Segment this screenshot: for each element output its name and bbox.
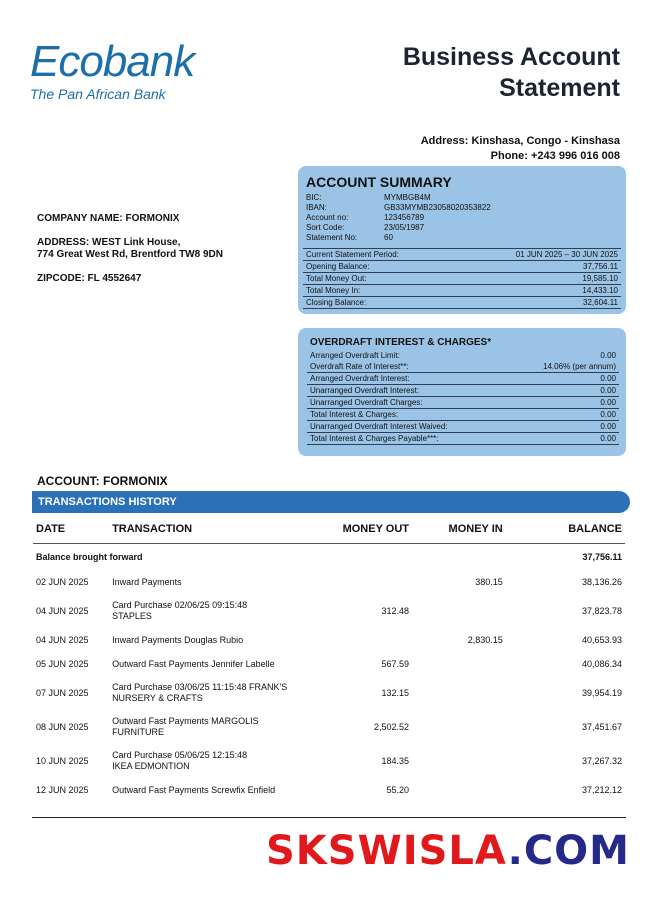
- txn-balance: 40,653.93: [581, 635, 622, 645]
- account-detail-row: [306, 223, 491, 233]
- transaction-row: [33, 676, 625, 710]
- txn-balance: 37,451.67: [581, 722, 622, 732]
- bank-logo: [30, 37, 195, 102]
- col-date: DATE: [33, 515, 109, 544]
- brought-forward-row: [33, 544, 625, 571]
- summary-row: [303, 285, 621, 297]
- txn-money-out: 132.15: [381, 688, 409, 698]
- transaction-row: [33, 570, 625, 594]
- bottom-divider: [32, 817, 626, 818]
- txn-date: 07 JUN 2025: [36, 688, 89, 698]
- summary-label: Total Money In:: [303, 285, 455, 297]
- watermark-part2: .COM: [507, 828, 630, 874]
- overdraft-value: 0.00: [600, 351, 616, 360]
- company-address-line1: ADDRESS: WEST Link House,: [37, 237, 181, 248]
- overdraft-row: [307, 397, 619, 409]
- account-detail-value: GB33MYMB23058020353822: [384, 203, 491, 212]
- overdraft-value: 0.00: [508, 397, 619, 409]
- overdraft-panel: [298, 328, 626, 456]
- txn-date: 02 JUN 2025: [36, 577, 89, 587]
- txn-description: Inward Payments: [112, 576, 182, 587]
- summary-row: [303, 261, 621, 273]
- account-detail-value: 123456789: [384, 213, 425, 222]
- company-address-line2: 774 Great West Rd, Brentford TW8 9DN: [37, 249, 223, 260]
- txn-money-in: 2,830.15: [467, 635, 503, 645]
- txn-date: 08 JUN 2025: [36, 722, 89, 732]
- summary-value: 37,756.11: [455, 261, 621, 273]
- txn-description: Inward Payments Douglas Rubio: [112, 634, 244, 645]
- overdraft-table: [307, 350, 619, 445]
- txn-date: 12 JUN 2025: [36, 785, 89, 795]
- txn-money-out: 2,502.52: [373, 722, 409, 732]
- txn-balance: 39,954.19: [581, 688, 622, 698]
- overdraft-heading: OVERDRAFT INTEREST & CHARGES*: [310, 337, 492, 348]
- account-detail-row: [306, 233, 491, 243]
- watermark: [266, 828, 630, 874]
- overdraft-label: Overdraft Rate of Interest**:: [307, 361, 508, 373]
- txn-description: Outward Fast Payments Screwfix Enfield: [112, 784, 276, 795]
- overdraft-row: [307, 421, 619, 433]
- txn-description: Outward Fast Payments MARGOLIS FURNITURE: [112, 716, 259, 737]
- overdraft-row: [307, 409, 619, 421]
- txn-description: Card Purchase 02/06/25 09:15:48 STAPLES: [112, 600, 248, 621]
- watermark-part1: SKSWISLA: [266, 828, 508, 874]
- account-detail-row: [306, 203, 491, 213]
- overdraft-label: Total Interest & Charges Payable***:: [307, 433, 508, 445]
- txn-money-out: [310, 628, 412, 652]
- account-detail-label: BIC:: [306, 193, 322, 202]
- txn-money-in: 380.15: [475, 577, 503, 587]
- account-detail-value: 60: [384, 233, 393, 242]
- overdraft-row: [307, 433, 619, 445]
- transactions-table: [33, 515, 625, 802]
- account-detail-value: MYMBGB4M: [384, 193, 431, 202]
- overdraft-value: 0.00: [508, 409, 619, 421]
- summary-value: 14,433.10: [455, 285, 621, 297]
- txn-money-out: [310, 570, 412, 594]
- summary-label: Current Statement Period:: [303, 249, 455, 261]
- account-detail-row: [306, 193, 491, 203]
- summary-row: [303, 273, 621, 285]
- transactions-bar-label: TRANSACTIONS HISTORY: [38, 496, 177, 508]
- overdraft-row: [307, 361, 619, 373]
- account-summary-table: [303, 248, 621, 309]
- col-transaction: TRANSACTION: [109, 515, 310, 544]
- transaction-row: [33, 628, 625, 652]
- overdraft-row: [307, 350, 619, 361]
- logo-brand: Ecobank: [30, 37, 195, 86]
- logo-tagline: The Pan African Bank: [30, 86, 166, 102]
- account-detail-label: Sort Code:: [306, 223, 345, 232]
- account-detail-row: [306, 213, 491, 223]
- txn-date: 04 JUN 2025: [36, 635, 89, 645]
- summary-row: [303, 297, 621, 309]
- company-name: COMPANY NAME: FORMONIX: [37, 213, 180, 224]
- document-title: Business Account Statement: [402, 43, 620, 102]
- transaction-row: [33, 744, 625, 778]
- brought-forward-out: [310, 544, 412, 571]
- txn-balance: 37,267.32: [581, 756, 622, 766]
- txn-money-in: [412, 710, 506, 744]
- transaction-row: [33, 652, 625, 676]
- overdraft-row: [307, 385, 619, 397]
- summary-label: Total Money Out:: [303, 273, 455, 285]
- company-zipcode: ZIPCODE: FL 4552647: [37, 273, 142, 284]
- account-summary-heading: ACCOUNT SUMMARY: [306, 174, 452, 190]
- txn-description: Outward Fast Payments Jennifer Labelle: [112, 658, 275, 669]
- txn-money-out: 184.35: [381, 756, 409, 766]
- txn-balance: 40,086.34: [581, 659, 622, 669]
- overdraft-label: Unarranged Overdraft Interest:: [307, 385, 508, 397]
- transaction-row: [33, 778, 625, 802]
- txn-money-in: [412, 676, 506, 710]
- txn-date: 04 JUN 2025: [36, 606, 89, 616]
- summary-label: Closing Balance:: [303, 297, 455, 309]
- txn-date: 05 JUN 2025: [36, 659, 89, 669]
- summary-value: 19,585.10: [455, 273, 621, 285]
- brought-forward-in: [412, 544, 506, 571]
- overdraft-value: 0.00: [508, 385, 619, 397]
- account-detail-label: Account no:: [306, 213, 349, 222]
- overdraft-value: 0.00: [508, 421, 619, 433]
- transaction-row: [33, 710, 625, 744]
- col-money-out: MONEY OUT: [310, 515, 412, 544]
- account-summary-panel: [298, 166, 626, 314]
- summary-value: 32,604.11: [455, 297, 621, 309]
- col-money-in: MONEY IN: [412, 515, 506, 544]
- summary-row: [303, 249, 621, 261]
- txn-description: Card Purchase 03/06/25 11:15:48 FRANK'S NURSERY & CRAFTS: [112, 682, 288, 703]
- overdraft-value: 0.00: [508, 373, 619, 385]
- txn-balance: 38,136.26: [581, 577, 622, 587]
- summary-value: 01 JUN 2025 – 30 JUN 2025: [455, 249, 621, 261]
- bank-phone: Phone: +243 996 016 008: [490, 150, 620, 162]
- txn-date: 10 JUN 2025: [36, 756, 89, 766]
- brought-forward-balance: 37,756.11: [582, 552, 622, 562]
- overdraft-label: Arranged Overdraft Interest:: [307, 373, 508, 385]
- txn-money-in: [412, 778, 506, 802]
- txn-balance: 37,823.78: [581, 606, 622, 616]
- account-detail-label: IBAN:: [306, 203, 327, 212]
- overdraft-label: Arranged Overdraft Limit:: [310, 351, 400, 360]
- account-label: ACCOUNT: FORMONIX: [37, 474, 168, 488]
- company-info: [37, 213, 223, 285]
- overdraft-label: Total Interest & Charges:: [307, 409, 508, 421]
- brought-forward-label: Balance brought forward: [36, 552, 143, 562]
- transactions-header-row: [33, 515, 625, 544]
- account-detail-label: Statement No:: [306, 233, 358, 242]
- txn-money-in: [412, 744, 506, 778]
- txn-money-out: 312.48: [381, 606, 409, 616]
- bank-address: Address: Kinshasa, Congo - Kinshasa: [420, 135, 620, 147]
- overdraft-row: [307, 373, 619, 385]
- overdraft-label: Unarranged Overdraft Charges:: [307, 397, 508, 409]
- col-balance: BALANCE: [506, 515, 625, 544]
- overdraft-value: 0.00: [508, 433, 619, 445]
- bank-contact: [421, 134, 620, 164]
- account-details: [306, 193, 491, 243]
- txn-money-in: [412, 594, 506, 628]
- txn-money-in: [412, 652, 506, 676]
- overdraft-label: Unarranged Overdraft Interest Waived:: [307, 421, 508, 433]
- txn-balance: 37,212.12: [581, 785, 622, 795]
- txn-money-out: 567.59: [381, 659, 409, 669]
- overdraft-value: 14.06% (per annum): [508, 361, 619, 373]
- transaction-row: [33, 594, 625, 628]
- txn-money-out: 55.20: [386, 785, 409, 795]
- transactions-bar: [32, 491, 630, 513]
- txn-description: Card Purchase 05/06/25 12:15:48 IKEA EDMONTION: [112, 750, 248, 771]
- summary-label: Opening Balance:: [303, 261, 455, 273]
- account-detail-value: 23/05/1987: [384, 223, 425, 232]
